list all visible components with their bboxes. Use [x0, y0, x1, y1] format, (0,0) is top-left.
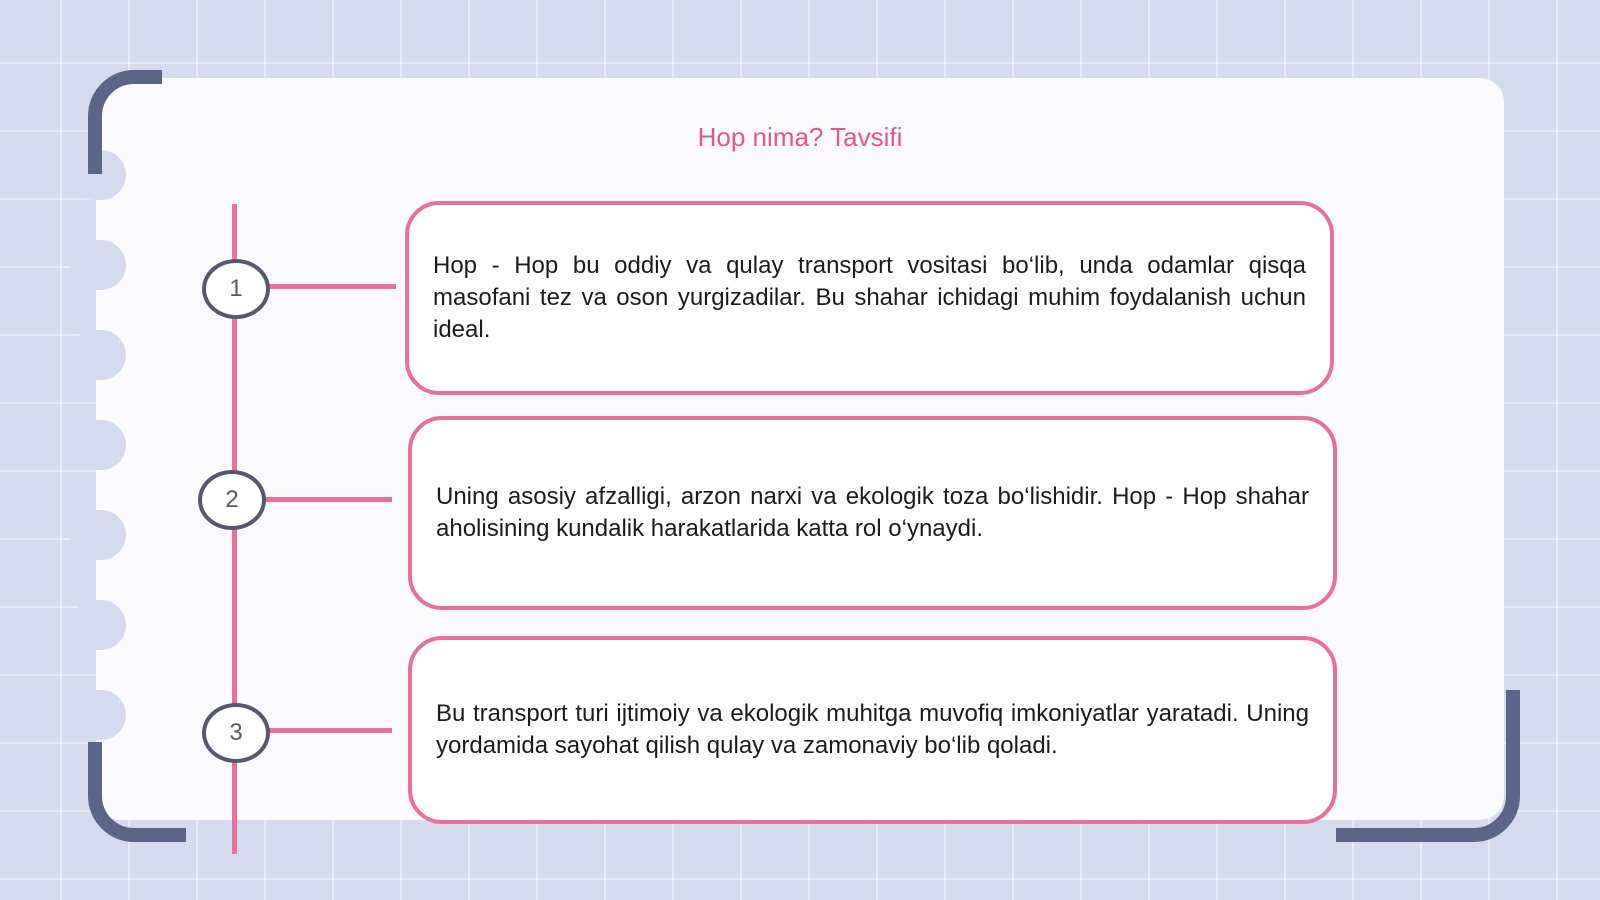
timeline-connector	[262, 497, 392, 502]
paper-notch	[70, 240, 126, 290]
step-card	[408, 636, 1337, 824]
slide-title: Hop nima? Tavsifi	[697, 122, 903, 152]
paper-notch	[70, 600, 126, 650]
corner-bracket-top-left	[88, 70, 162, 174]
paper-notch	[70, 330, 126, 380]
step-description: Hop - Hop bu oddiy va qulay transport vositasi bo‘lib, unda odamlar qisqa masofani tez va oson yurgizadilar. Bu shahar ichidagi muhim foydalanish uchun ideal.	[433, 252, 1306, 343]
step-number-badge: 2	[198, 470, 266, 530]
timeline-connector	[266, 284, 396, 289]
corner-bracket-bottom-right	[1336, 690, 1520, 842]
paper-notch	[70, 510, 126, 560]
step-card	[408, 416, 1337, 610]
paper-notch	[70, 420, 126, 470]
timeline-connector	[266, 728, 392, 733]
corner-bracket-bottom-left	[88, 742, 186, 842]
step-description: Uning asosiy afzalligi, arzon narxi va ekologik toza bo‘lishidir. Hop - Hop shahar aholisining kundalik harakatlarida katta rol o‘ynaydi.	[436, 483, 1309, 542]
step-description: Bu transport turi ijtimoiy va ekologik muhitga muvofiq imkoniyatlar yaratadi. Uning yordamida sayohat qilish qulay va zamonaviy bo‘lib qoladi.	[436, 700, 1309, 759]
step-number-badge: 1	[202, 259, 270, 319]
step-number-badge: 3	[202, 703, 270, 763]
paper-notch	[70, 690, 126, 740]
step-card	[405, 201, 1334, 395]
